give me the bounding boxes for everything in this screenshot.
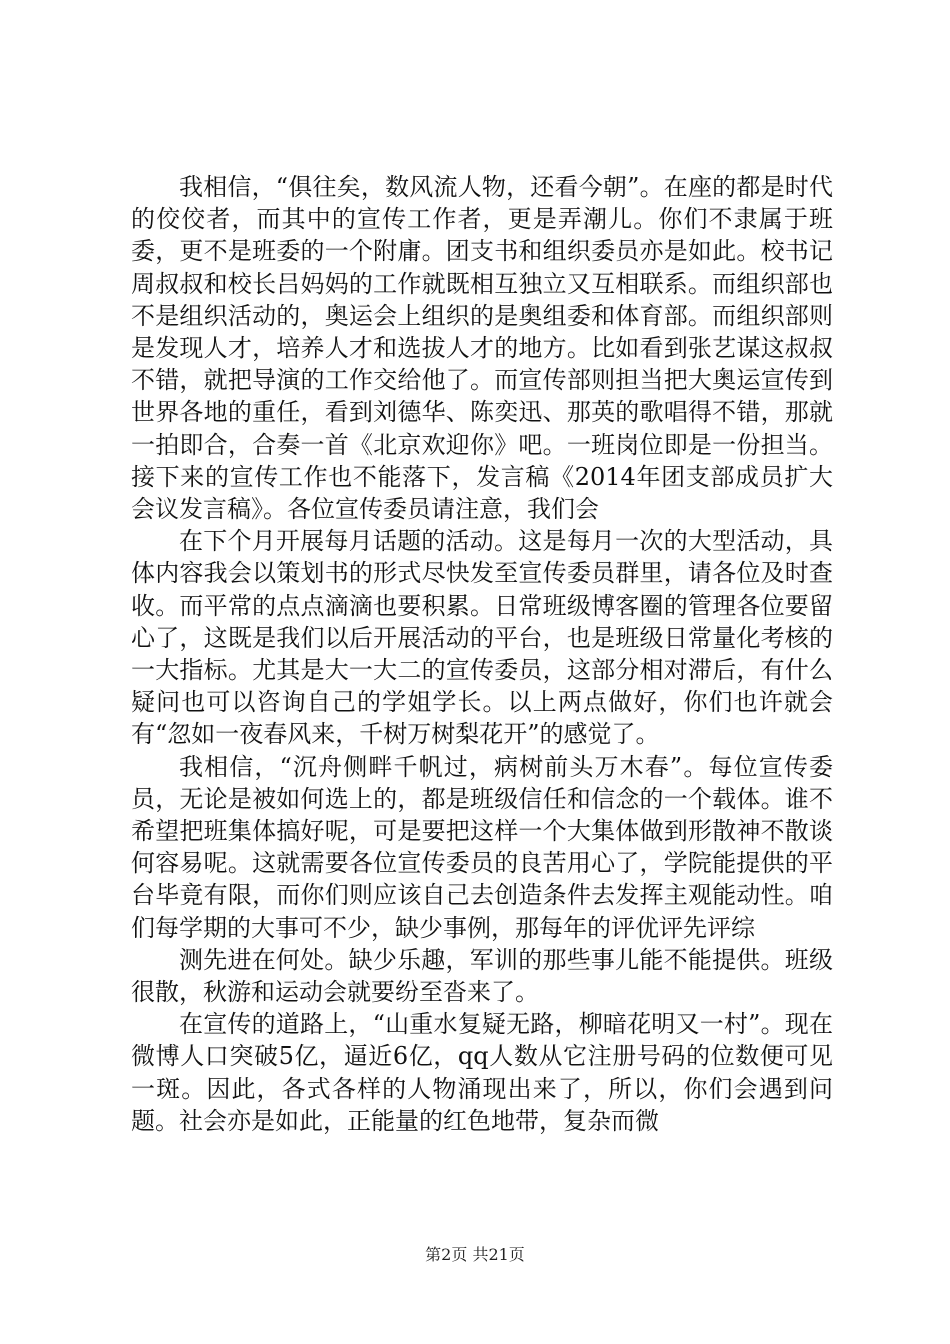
- page-number-footer: 第2页 共21页: [425, 1245, 525, 1264]
- paragraph-5: 在宣传的道路上，“山重水复疑无路，柳暗花明又一村”。现在微博人口突破5亿，逼近6亿，qq人数从它注册号码的位数便可见一斑。因此，各式各样的人物涌现出来了，所以，你们会遇到问题。社会亦是如此，正能量的红色地带，复杂而微: [131, 1010, 833, 1135]
- paragraph-2: 在下个月开展每月话题的活动。这是每月一次的大型活动，具体内容我会以策划书的形式尽快发至宣传委员群里，请各位及时查收。而平常的点点滴滴也要积累。日常班级博客圈的管理各位要留心了，这既是我们以后开展活动的平台，也是班级日常量化考核的一大指标。尤其是大一大二的宣传委员，这部分相对滞后，有什么疑问也可以咨询自己的学姐学长。以上两点做好，你们也许就会有“忽如一夜春风来，千树万树梨花开”的感觉了。: [131, 527, 833, 749]
- paragraph-3: 我相信，“沉舟侧畔千帆过，病树前头万木春”。每位宣传委员，无论是被如何选上的，都是班级信任和信念的一个载体。谁不希望把班集体搞好呢，可是要把这样一个大集体做到形散神不散谈何容易呢。这就需要各位宣传委员的良苦用心了，学院能提供的平台毕竟有限，而你们则应该自己去创造条件去发挥主观能动性。咱们每学期的大事可不少，缺少事例，那每年的评优评先评综: [131, 752, 833, 942]
- paragraph-1: 我相信，“俱往矣，数风流人物，还看今朝”。在座的都是时代的佼佼者，而其中的宣传工作者，更是弄潮儿。你们不隶属于班委，更不是班委的一个附庸。团支书和组织委员亦是如此。校书记周叔叔和校长吕妈妈的工作就既相互独立又互相联系。而组织部也不是组织活动的，奥运会上组织的是奥组委和体育部。而组织部则是发现人才，培养人才和选拔人才的地方。比如看到张艺谋这叔叔不错，就把导演的工作交给他了。而宣传部则担当把大奥运宣传到世界各地的重任，看到刘德华、陈奕迅、那英的歌唱得不错，那就一拍即合，合奏一首《北京欢迎你》吧。一班岗位即是一份担当。接下来的宣传工作也不能落下，发言稿《2014年团支部成员扩大会议发言稿》。各位宣传委员请注意，我们会: [131, 173, 833, 524]
- body-text: [131, 171, 833, 1137]
- paragraph-4: 测先进在何处。缺少乐趣，军训的那些事儿能不能提供。班级很散，秋游和运动会就要纷至沓来了。: [131, 945, 833, 1007]
